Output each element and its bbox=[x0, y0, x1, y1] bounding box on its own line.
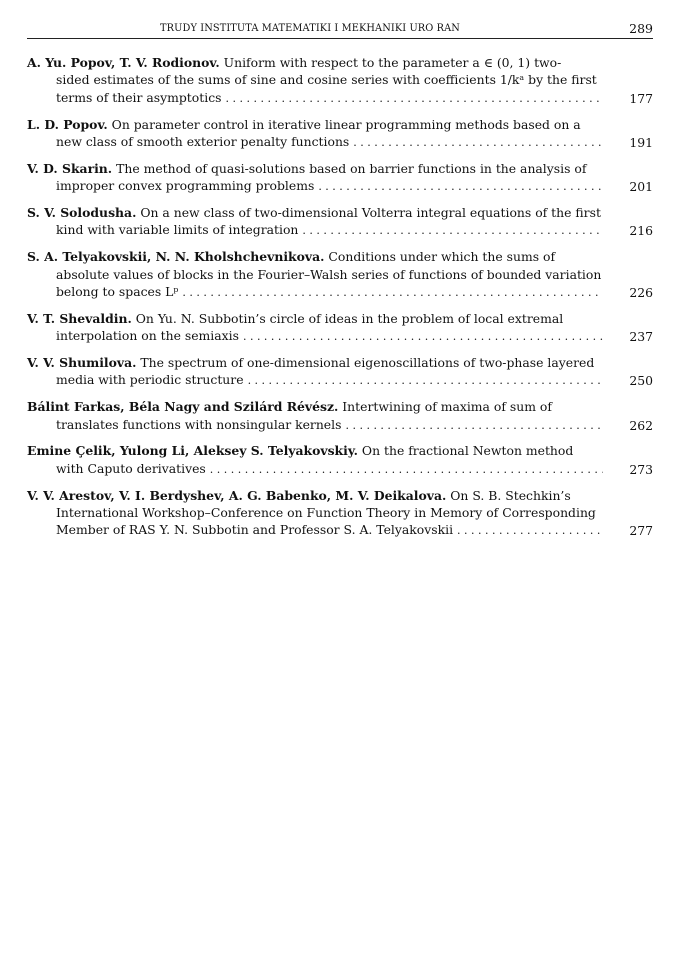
entry-title-line: Intertwining of maxima of sum of bbox=[342, 399, 552, 415]
entry-authors: L. D. Popov. bbox=[27, 116, 108, 132]
entry-authors: V. D. Skarin. bbox=[27, 160, 113, 176]
dot-leader bbox=[457, 522, 603, 539]
entry-title-line: The method of quasi-solutions based on barrier functions in the analysis of bbox=[116, 160, 587, 176]
entry-title-last-line: translates functions with nonsingular kernels bbox=[56, 416, 342, 432]
running-title: TRUDY INSTITUTA MATEMATIKI I MEKHANIKI URO RAN bbox=[160, 23, 460, 34]
entry-title-last-line: terms of their asymptotics bbox=[56, 89, 222, 105]
entry-authors: V. T. Shevaldin. bbox=[27, 310, 132, 326]
entry-authors: S. V. Solodusha. bbox=[27, 205, 137, 221]
dot-leader bbox=[248, 372, 603, 389]
entry-authors: S. A. Telyakovskii, N. N. Kholshchevnikova. bbox=[27, 249, 325, 265]
toc-entry bbox=[27, 442, 653, 478]
toc-entry bbox=[27, 310, 653, 346]
entry-title-last-line: Member of RAS Y. N. Subbotin and Professor S. A. Telyakovskii bbox=[56, 522, 454, 538]
dot-leader bbox=[353, 134, 603, 151]
entry-title-line: On the fractional Newton method bbox=[361, 443, 574, 459]
entry-title-last-line: new class of smooth exterior penalty functions bbox=[56, 134, 350, 150]
entry-page-number: 237 bbox=[629, 329, 653, 345]
toc-entry bbox=[27, 398, 653, 434]
entry-authors: V. V. Shumilova. bbox=[27, 355, 137, 371]
entry-title-line: Uniform with respect to the parameter a ∈ (0, 1) two- bbox=[223, 55, 562, 70]
entry-page-number: 262 bbox=[629, 417, 653, 433]
toc-entry bbox=[27, 487, 653, 540]
dot-leader bbox=[243, 328, 603, 345]
entry-page-number: 226 bbox=[629, 285, 653, 301]
entry-title-line: Conditions under which the sums of bbox=[328, 249, 556, 265]
entry-title-last-line: with Caputo derivatives bbox=[56, 460, 206, 476]
entry-page-number: 177 bbox=[629, 90, 653, 106]
entry-title-line: On Yu. N. Subbotin’s circle of ideas in the problem of local extremal bbox=[135, 310, 564, 326]
entry-title-line: The spectrum of one-dimensional eigenoscillations of two-phase layered bbox=[140, 355, 595, 371]
entry-title-last-line: kind with variable limits of integration bbox=[56, 222, 299, 238]
entry-title-line: On parameter control in iterative linear programming methods based on a bbox=[111, 116, 581, 132]
dot-leader bbox=[302, 222, 603, 239]
entry-title-line: On S. B. Stechkin’s bbox=[450, 487, 571, 503]
entry-page-number: 191 bbox=[629, 135, 653, 151]
running-header bbox=[27, 18, 653, 39]
entry-title-line: On a new class of two-dimensional Volterra integral equations of the first bbox=[140, 205, 601, 221]
table-of-contents bbox=[27, 54, 653, 548]
toc-entry bbox=[27, 54, 653, 107]
toc-entry bbox=[27, 116, 653, 152]
entry-title-last-line: improper convex programming problems bbox=[56, 178, 315, 194]
entry-authors: V. V. Arestov, V. I. Berdyshev, A. G. Babenko, M. V. Deikalova. bbox=[27, 487, 447, 503]
entry-page-number: 250 bbox=[629, 373, 653, 389]
entry-title-last-line: media with periodic structure bbox=[56, 372, 244, 388]
entry-authors: Bálint Farkas, Béla Nagy and Szilárd Révész. bbox=[27, 399, 339, 415]
dot-leader bbox=[210, 461, 603, 478]
toc-entry bbox=[27, 354, 653, 390]
dot-leader bbox=[318, 178, 603, 195]
page-number: 289 bbox=[629, 21, 653, 36]
entry-title-last-line: interpolation on the semiaxis bbox=[56, 328, 239, 344]
entry-page-number: 273 bbox=[629, 461, 653, 477]
entry-authors: A. Yu. Popov, T. V. Rodionov. bbox=[27, 55, 220, 70]
dot-leader bbox=[182, 284, 603, 301]
entry-title-line: absolute values of blocks in the Fourier–Walsh series of functions of bounded variation bbox=[56, 266, 602, 282]
dot-leader bbox=[345, 417, 603, 434]
entry-title-line: International Workshop–Conference on Function Theory in Memory of Corresponding bbox=[56, 505, 596, 521]
dot-leader bbox=[226, 90, 604, 107]
toc-entry bbox=[27, 204, 653, 240]
entry-title-line: sided estimates of the sums of sine and cosine series with coefficients 1/kᵃ by the first bbox=[56, 72, 597, 88]
entry-authors: Emine Çelik, Yulong Li, Aleksey S. Telyakovskiy. bbox=[27, 443, 358, 459]
toc-entry bbox=[27, 160, 653, 196]
entry-page-number: 277 bbox=[629, 523, 653, 539]
entry-title-last-line: belong to spaces Lᵖ bbox=[56, 284, 179, 300]
entry-page-number: 216 bbox=[629, 223, 653, 239]
entry-page-number: 201 bbox=[629, 179, 653, 195]
toc-entry bbox=[27, 248, 653, 301]
